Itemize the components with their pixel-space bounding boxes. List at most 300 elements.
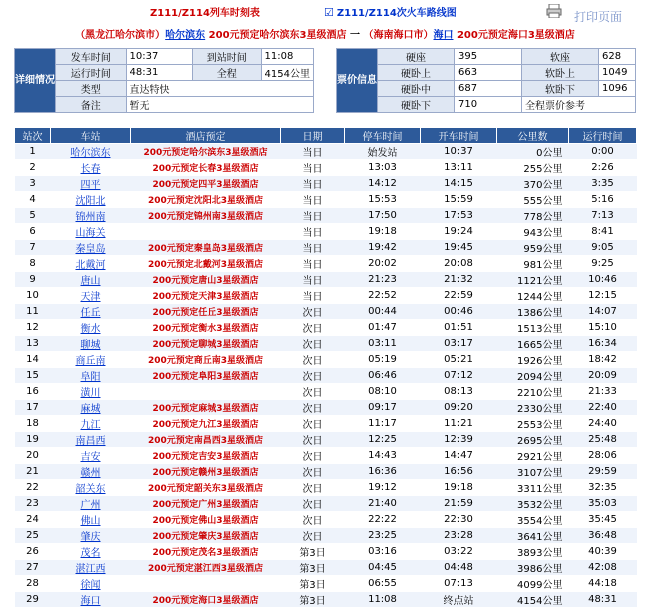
table-row [15, 400, 637, 416]
distance-cell: 2330公里 [497, 400, 569, 416]
hotel-link[interactable]: 200元预定海口3星级酒店 [131, 592, 281, 608]
arrival-time: 08:10 [345, 384, 421, 400]
elapsed-time: 24:40 [569, 416, 637, 432]
distance-cell: 1513公里 [497, 320, 569, 336]
elapsed-time: 9:05 [569, 240, 637, 256]
station-link[interactable]: 北戴河 [75, 260, 106, 271]
distance-cell: 1386公里 [497, 304, 569, 320]
distance-cell: 778公里 [497, 208, 569, 224]
stop-number: 20 [15, 448, 51, 464]
stop-number: 9 [15, 272, 51, 288]
station-cell [51, 432, 131, 448]
elapsed-time: 5:16 [569, 192, 637, 208]
date-cell: 第3日 [281, 544, 345, 560]
route-subtitle: （黑龙江哈尔滨市）哈尔滨东 200元预定哈尔滨东3星级酒店 一 （海南海口市）海口 200元预定海口3星级酒店 [75, 30, 575, 41]
date-cell: 次日 [281, 480, 345, 496]
station-link[interactable]: 锦州南 [75, 212, 106, 223]
table-row [15, 304, 637, 320]
station-link[interactable]: 四平 [80, 180, 101, 191]
departure-time: 21:59 [421, 496, 497, 512]
station-cell [51, 560, 131, 576]
table-row [15, 496, 637, 512]
elapsed-time: 2:26 [569, 160, 637, 176]
station-cell [51, 448, 131, 464]
departure-time: 16:56 [421, 464, 497, 480]
hotel-link[interactable]: 200元预定佛山3星级酒店 [131, 512, 281, 528]
elapsed-time: 35:03 [569, 496, 637, 512]
timetable [14, 127, 637, 608]
departure-time: 19:24 [421, 224, 497, 240]
departure-time: 01:51 [421, 320, 497, 336]
date-cell: 当日 [281, 224, 345, 240]
table-row [15, 192, 637, 208]
stop-number: 8 [15, 256, 51, 272]
elapsed-time: 42:08 [569, 560, 637, 576]
elapsed-time: 9:25 [569, 256, 637, 272]
col-header: 车站 [51, 128, 131, 144]
arrival-time: 22:52 [345, 288, 421, 304]
station-link[interactable]: 聊城 [80, 340, 101, 351]
stop-number: 7 [15, 240, 51, 256]
station-link[interactable]: 九江 [80, 420, 101, 431]
date-cell: 次日 [281, 416, 345, 432]
hotel-link[interactable]: 200元预定长春3星级酒店 [131, 160, 281, 176]
table-row [15, 416, 637, 432]
date-cell: 当日 [281, 288, 345, 304]
hotel-link[interactable]: 200元预定天津3星级酒店 [131, 288, 281, 304]
station-cell [51, 576, 131, 592]
departure-time: 23:28 [421, 528, 497, 544]
stop-number: 24 [15, 512, 51, 528]
station-link[interactable]: 肇庆 [80, 532, 101, 543]
stop-number: 11 [15, 304, 51, 320]
print-page-link[interactable]: 打印页面 [574, 10, 623, 24]
hotel-link[interactable]: 200元预定九江3星级酒店 [131, 416, 281, 432]
departure-time: 终点站 [421, 592, 497, 608]
station-link[interactable]: 海口 [80, 596, 101, 607]
printer-icon[interactable] [546, 4, 562, 18]
arrival-time: 01:47 [345, 320, 421, 336]
date-cell: 次日 [281, 528, 345, 544]
stop-number: 16 [15, 384, 51, 400]
hotel-link[interactable]: 200元预定吉安3星级酒店 [131, 448, 281, 464]
elapsed-time: 21:33 [569, 384, 637, 400]
distance-cell: 981公里 [497, 256, 569, 272]
station-link[interactable]: 天津 [80, 292, 101, 303]
stop-number: 25 [15, 528, 51, 544]
station-cell [51, 512, 131, 528]
table-row [15, 288, 637, 304]
arrival-time: 20:02 [345, 256, 421, 272]
stop-number: 28 [15, 576, 51, 592]
distance-cell: 1926公里 [497, 352, 569, 368]
station-cell [51, 304, 131, 320]
date-cell: 次日 [281, 336, 345, 352]
station-link[interactable]: 吉安 [80, 452, 101, 463]
departure-time: 03:22 [421, 544, 497, 560]
date-cell: 当日 [281, 256, 345, 272]
departure-time: 04:48 [421, 560, 497, 576]
col-header: 停车时间 [345, 128, 421, 144]
distance-cell: 1121公里 [497, 272, 569, 288]
station-cell [51, 176, 131, 192]
hotel-link[interactable]: 200元预定北戴河3星级酒店 [131, 256, 281, 272]
arrival-time: 19:18 [345, 224, 421, 240]
stop-number: 27 [15, 560, 51, 576]
hotel-link [131, 576, 281, 592]
station-link[interactable]: 唐山 [80, 276, 101, 287]
stop-number: 12 [15, 320, 51, 336]
elapsed-time: 0:00 [569, 144, 637, 160]
date-cell: 当日 [281, 192, 345, 208]
distance-cell: 1244公里 [497, 288, 569, 304]
station-cell [51, 384, 131, 400]
departure-time: 21:32 [421, 272, 497, 288]
date-cell: 当日 [281, 208, 345, 224]
station-link[interactable]: 衡水 [80, 324, 101, 335]
departure-time: 20:08 [421, 256, 497, 272]
station-cell [51, 272, 131, 288]
stop-number: 23 [15, 496, 51, 512]
station-link[interactable]: 南昌西 [75, 436, 106, 447]
arrival-time: 14:43 [345, 448, 421, 464]
departure-time: 13:11 [421, 160, 497, 176]
elapsed-time: 35:45 [569, 512, 637, 528]
table-row [15, 320, 637, 336]
price-table: 票价信息 硬座 395 软座 628 硬卧上 663 软卧上 1049 硬卧中 687 软卧下 1096 硬卧下 710 全程票价参考 [336, 48, 636, 113]
arrival-time: 11:08 [345, 592, 421, 608]
table-row [15, 432, 637, 448]
arrival-time: 21:40 [345, 496, 421, 512]
table-row [15, 528, 637, 544]
arrival-time: 06:55 [345, 576, 421, 592]
date-cell: 次日 [281, 512, 345, 528]
table-row [15, 336, 637, 352]
from-hotel-link[interactable]: 200元预定哈尔滨东3星级酒店 [208, 30, 347, 41]
station-cell [51, 528, 131, 544]
date-cell: 当日 [281, 144, 345, 160]
station-link[interactable]: 哈尔滨东 [70, 148, 111, 159]
col-header: 日期 [281, 128, 345, 144]
departure-time: 07:13 [421, 576, 497, 592]
distance-cell: 3554公里 [497, 512, 569, 528]
hotel-link[interactable]: 200元预定聊城3星级酒店 [131, 336, 281, 352]
date-cell: 次日 [281, 448, 345, 464]
distance-cell: 2210公里 [497, 384, 569, 400]
date-cell: 次日 [281, 432, 345, 448]
station-link[interactable]: 沈阳北 [75, 196, 106, 207]
table-row [15, 176, 637, 192]
arrival-time: 16:36 [345, 464, 421, 480]
hotel-link[interactable]: 200元预定四平3星级酒店 [131, 176, 281, 192]
stop-number: 14 [15, 352, 51, 368]
price-side-label: 票价信息 [337, 49, 378, 113]
date-cell: 次日 [281, 368, 345, 384]
arrival-time: 19:42 [345, 240, 421, 256]
station-cell [51, 480, 131, 496]
stop-number: 26 [15, 544, 51, 560]
departure-time: 00:46 [421, 304, 497, 320]
arrival-time: 19:12 [345, 480, 421, 496]
station-cell [51, 240, 131, 256]
station-cell [51, 224, 131, 240]
station-cell [51, 144, 131, 160]
stop-number: 15 [15, 368, 51, 384]
station-link[interactable]: 赣州 [80, 468, 101, 479]
timetable-title: Z111/Z114列车时刻表 [150, 8, 260, 19]
elapsed-time: 7:13 [569, 208, 637, 224]
table-row [15, 256, 637, 272]
elapsed-time: 20:09 [569, 368, 637, 384]
to-hotel-link[interactable]: 200元预定海口3星级酒店 [456, 30, 575, 41]
elapsed-time: 15:10 [569, 320, 637, 336]
distance-cell: 2553公里 [497, 416, 569, 432]
hotel-link[interactable]: 200元预定南昌西3星级酒店 [131, 432, 281, 448]
station-cell [51, 192, 131, 208]
arrival-time: 23:25 [345, 528, 421, 544]
date-cell: 次日 [281, 384, 345, 400]
col-header: 运行时间 [569, 128, 637, 144]
elapsed-time: 18:42 [569, 352, 637, 368]
station-link[interactable]: 潢川 [80, 388, 101, 399]
station-link[interactable]: 商丘南 [75, 356, 106, 367]
arrival-time: 04:45 [345, 560, 421, 576]
hotel-link[interactable]: 200元预定商丘南3星级酒店 [131, 352, 281, 368]
arrival-time: 始发站 [345, 144, 421, 160]
to-station-link[interactable]: 海口 [433, 30, 454, 41]
elapsed-time: 32:35 [569, 480, 637, 496]
stop-number: 10 [15, 288, 51, 304]
date-cell: 第3日 [281, 592, 345, 608]
table-row [15, 160, 637, 176]
departure-time: 07:12 [421, 368, 497, 384]
hotel-link[interactable]: 200元预定任丘3星级酒店 [131, 304, 281, 320]
distance-cell: 3986公里 [497, 560, 569, 576]
hotel-link[interactable]: 200元预定锦州南3星级酒店 [131, 208, 281, 224]
date-cell: 当日 [281, 240, 345, 256]
date-cell: 当日 [281, 176, 345, 192]
arrival-time: 05:19 [345, 352, 421, 368]
departure-time: 10:37 [421, 144, 497, 160]
stop-number: 13 [15, 336, 51, 352]
departure-time: 09:20 [421, 400, 497, 416]
station-cell [51, 368, 131, 384]
departure-time: 08:13 [421, 384, 497, 400]
stop-number: 2 [15, 160, 51, 176]
departure-time: 12:39 [421, 432, 497, 448]
elapsed-time: 48:31 [569, 592, 637, 608]
details-side-label: 详细情况 [15, 49, 56, 113]
station-link[interactable]: 湛江西 [75, 564, 106, 575]
date-cell: 当日 [281, 160, 345, 176]
hotel-link[interactable]: 200元预定湛江西3星级酒店 [131, 560, 281, 576]
hotel-link[interactable]: 200元预定沈阳北3星级酒店 [131, 192, 281, 208]
table-row [15, 240, 637, 256]
arrival-time: 06:46 [345, 368, 421, 384]
departure-time: 14:15 [421, 176, 497, 192]
table-row [15, 560, 637, 576]
stop-number: 4 [15, 192, 51, 208]
departure-time: 19:18 [421, 480, 497, 496]
arrival-time: 11:17 [345, 416, 421, 432]
distance-cell: 4099公里 [497, 576, 569, 592]
table-row [15, 480, 637, 496]
distance-cell: 3311公里 [497, 480, 569, 496]
station-cell [51, 320, 131, 336]
station-cell [51, 400, 131, 416]
col-header: 公里数 [497, 128, 569, 144]
station-link[interactable]: 阜阳 [80, 372, 101, 383]
station-link[interactable]: 长春 [80, 164, 101, 175]
station-cell [51, 160, 131, 176]
distance-cell: 959公里 [497, 240, 569, 256]
col-header: 站次 [15, 128, 51, 144]
departure-time: 05:21 [421, 352, 497, 368]
station-cell [51, 496, 131, 512]
table-row [15, 272, 637, 288]
station-link[interactable]: 茂名 [80, 548, 101, 559]
elapsed-time: 44:18 [569, 576, 637, 592]
elapsed-time: 3:35 [569, 176, 637, 192]
distance-cell: 555公里 [497, 192, 569, 208]
departure-time: 22:59 [421, 288, 497, 304]
table-row [15, 224, 637, 240]
stop-number: 6 [15, 224, 51, 240]
elapsed-time: 40:39 [569, 544, 637, 560]
table-row [15, 368, 637, 384]
hotel-link[interactable]: 200元预定麻城3星级酒店 [131, 400, 281, 416]
stop-number: 21 [15, 464, 51, 480]
arrival-time: 03:16 [345, 544, 421, 560]
details-table: 详细情况 发车时间 10:37 到站时间 11:08 运行时间 48:31 全程 4154公里 类型 直达特快 备注 暂无 [14, 48, 314, 113]
stop-number: 19 [15, 432, 51, 448]
date-cell: 次日 [281, 464, 345, 480]
date-cell: 次日 [281, 352, 345, 368]
hotel-link[interactable]: 200元预定阜阳3星级酒店 [131, 368, 281, 384]
hotel-link[interactable]: 200元预定肇庆3星级酒店 [131, 528, 281, 544]
distance-cell: 3107公里 [497, 464, 569, 480]
station-cell [51, 416, 131, 432]
table-row [15, 448, 637, 464]
elapsed-time: 14:07 [569, 304, 637, 320]
station-cell [51, 592, 131, 608]
hotel-link [131, 224, 281, 240]
timetable-header [15, 128, 637, 144]
distance-cell: 1665公里 [497, 336, 569, 352]
elapsed-time: 12:15 [569, 288, 637, 304]
station-cell [51, 288, 131, 304]
hotel-link[interactable]: 200元预定哈尔滨东3星级酒店 [131, 144, 281, 160]
table-row [15, 464, 637, 480]
arrival-time: 13:03 [345, 160, 421, 176]
distance-cell: 2695公里 [497, 432, 569, 448]
date-cell: 次日 [281, 496, 345, 512]
arrival-time: 21:23 [345, 272, 421, 288]
hotel-link[interactable]: 200元预定广州3星级酒店 [131, 496, 281, 512]
station-link[interactable]: 韶关东 [75, 484, 106, 495]
arrival-time: 12:25 [345, 432, 421, 448]
checkbox-icon: ☑ [324, 6, 334, 19]
arrival-time: 22:22 [345, 512, 421, 528]
departure-time: 17:53 [421, 208, 497, 224]
hotel-link[interactable]: 200元预定衡水3星级酒店 [131, 320, 281, 336]
distance-cell: 3641公里 [497, 528, 569, 544]
hotel-link[interactable]: 200元预定茂名3星级酒店 [131, 544, 281, 560]
departure-time: 03:17 [421, 336, 497, 352]
elapsed-time: 28:06 [569, 448, 637, 464]
page-header [0, 0, 650, 24]
distance-cell: 4154公里 [497, 592, 569, 608]
hotel-link[interactable]: 200元预定赣州3星级酒店 [131, 464, 281, 480]
arrival-time: 09:17 [345, 400, 421, 416]
from-station-link[interactable]: 哈尔滨东 [165, 30, 206, 41]
hotel-link[interactable]: 200元预定秦皇岛3星级酒店 [131, 240, 281, 256]
elapsed-time: 36:48 [569, 528, 637, 544]
arrival-time: 15:53 [345, 192, 421, 208]
elapsed-time: 29:59 [569, 464, 637, 480]
hotel-link [131, 384, 281, 400]
stop-number: 22 [15, 480, 51, 496]
table-row [15, 208, 637, 224]
arrival-time: 17:50 [345, 208, 421, 224]
station-link[interactable]: 佛山 [80, 516, 101, 527]
arrival-time: 00:44 [345, 304, 421, 320]
station-link[interactable]: 广州 [80, 500, 101, 511]
stop-number: 17 [15, 400, 51, 416]
departure-time: 11:21 [421, 416, 497, 432]
table-row [15, 592, 637, 608]
station-link[interactable]: 秦皇岛 [75, 244, 106, 255]
date-cell: 第3日 [281, 560, 345, 576]
date-cell: 当日 [281, 272, 345, 288]
col-header: 酒店预定 [131, 128, 281, 144]
col-header: 开车时间 [421, 128, 497, 144]
elapsed-time: 10:46 [569, 272, 637, 288]
station-cell [51, 208, 131, 224]
arrival-time: 03:11 [345, 336, 421, 352]
station-cell [51, 336, 131, 352]
date-cell: 次日 [281, 400, 345, 416]
distance-cell: 370公里 [497, 176, 569, 192]
station-cell [51, 256, 131, 272]
elapsed-time: 22:40 [569, 400, 637, 416]
distance-cell: 943公里 [497, 224, 569, 240]
hotel-link[interactable]: 200元预定韶关东3星级酒店 [131, 480, 281, 496]
date-cell: 次日 [281, 320, 345, 336]
table-row [15, 384, 637, 400]
station-cell [51, 464, 131, 480]
arrival-time: 14:12 [345, 176, 421, 192]
route-map-link[interactable]: ☑ Z111/Z114次火车路线图 [324, 6, 457, 19]
departure-time: 15:59 [421, 192, 497, 208]
station-cell [51, 352, 131, 368]
station-link[interactable]: 徐闻 [80, 580, 101, 591]
stop-number: 18 [15, 416, 51, 432]
hotel-link[interactable]: 200元预定唐山3星级酒店 [131, 272, 281, 288]
stop-number: 1 [15, 144, 51, 160]
station-link[interactable]: 麻城 [80, 404, 101, 415]
station-link[interactable]: 山海关 [75, 228, 106, 239]
station-link[interactable]: 任丘 [80, 308, 101, 319]
stop-number: 29 [15, 592, 51, 608]
table-row [15, 576, 637, 592]
distance-cell: 2094公里 [497, 368, 569, 384]
departure-time: 22:30 [421, 512, 497, 528]
elapsed-time: 16:34 [569, 336, 637, 352]
table-row [15, 352, 637, 368]
departure-time: 14:47 [421, 448, 497, 464]
date-cell: 次日 [281, 304, 345, 320]
